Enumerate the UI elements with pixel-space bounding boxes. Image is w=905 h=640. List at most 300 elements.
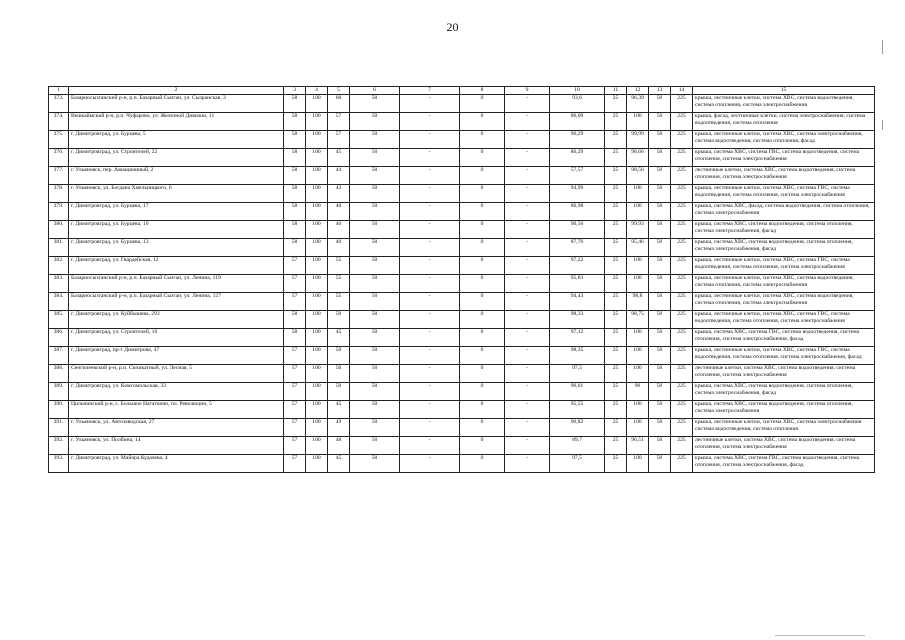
- table-cell-col-3: 58: [284, 239, 306, 257]
- table-cell-col-11: 25: [605, 221, 627, 239]
- table-cell-col-13: 50: [649, 95, 671, 113]
- table-cell-col-8: 0: [460, 275, 505, 293]
- table-cell-col-13: 50: [649, 455, 671, 473]
- table-cell-col-9: -: [505, 95, 550, 113]
- table-cell-col-7: -: [400, 437, 460, 455]
- table-cell-col-4: 100: [306, 455, 328, 473]
- table-cell-col-9: -: [505, 329, 550, 347]
- table-cell-col-6: 50: [350, 257, 400, 275]
- table-cell-col-10: 96,29: [550, 131, 605, 149]
- table-cell-col-8: 0: [460, 257, 505, 275]
- table-cell-col-8: 0: [460, 113, 505, 131]
- table-cell-col-8: 0: [460, 311, 505, 329]
- table-cell-col-6: 50: [350, 329, 400, 347]
- table-cell-col-5: 50: [328, 365, 350, 383]
- table-cell-col-10: 90,82: [550, 419, 605, 437]
- table-cell-col-8: 0: [460, 239, 505, 257]
- column-header-9: 9: [505, 87, 550, 95]
- table-cell-col-14: 225: [671, 401, 693, 419]
- table-cell-col-6: 50: [350, 437, 400, 455]
- table-cell-col-6: 50: [350, 221, 400, 239]
- table-cell-col-6: 50: [350, 383, 400, 401]
- table-cell-col-2: г. Димитровград, ул. Комсомольская, 33: [69, 383, 284, 401]
- table-row: [49, 347, 875, 365]
- column-header-11: 11: [605, 87, 627, 95]
- table-cell-col-3: 58: [284, 203, 306, 221]
- table-cell-col-1: 383.: [49, 275, 69, 293]
- table-cell-col-6: 50: [350, 203, 400, 221]
- column-header-10: 10: [550, 87, 605, 95]
- table-cell-col-13: 50: [649, 347, 671, 365]
- table-cell-col-13: 50: [649, 149, 671, 167]
- table-cell-col-5: 45: [328, 455, 350, 473]
- table-cell-col-2: г. Димитровград, ул. Строителей, 22: [69, 149, 284, 167]
- table-cell-col-9: -: [505, 365, 550, 383]
- table-cell-col-6: 50: [350, 419, 400, 437]
- table-cell-col-3: 58: [284, 329, 306, 347]
- table-cell-col-9: -: [505, 347, 550, 365]
- table-cell-col-15: крыша, система ХВС, система ГВС, система водоотведения, система отопления, система электроснабжения, фасад: [693, 455, 875, 473]
- table-cell-col-14: 225: [671, 437, 693, 455]
- table-cell-col-1: 382.: [49, 257, 69, 275]
- table-cell-col-14: 225: [671, 203, 693, 221]
- table-cell-col-9: -: [505, 257, 550, 275]
- table-cell-col-6: 50: [350, 113, 400, 131]
- table-cell-col-8: 0: [460, 185, 505, 203]
- table-cell-col-8: 0: [460, 203, 505, 221]
- table-cell-col-7: -: [400, 455, 460, 473]
- table-cell-col-6: 50: [350, 275, 400, 293]
- table-cell-col-14: 225: [671, 95, 693, 113]
- table-cell-col-13: 50: [649, 311, 671, 329]
- table-body: [49, 95, 875, 473]
- table-cell-col-4: 100: [306, 239, 328, 257]
- table-row: [49, 365, 875, 383]
- table-row: [49, 293, 875, 311]
- table-cell-col-15: крыша, система ХВС, система водоотведения, система отопления, система электроснабжения, фасад: [693, 221, 875, 239]
- table-cell-col-7: -: [400, 239, 460, 257]
- table-cell-col-14: 225: [671, 149, 693, 167]
- table-cell-col-9: -: [505, 185, 550, 203]
- column-header-1: 1: [49, 87, 69, 95]
- table-cell-col-9: -: [505, 167, 550, 185]
- table-cell-col-4: 100: [306, 185, 328, 203]
- table-cell-col-11: 25: [605, 167, 627, 185]
- table-row: [49, 167, 875, 185]
- table-cell-col-1: 392.: [49, 437, 69, 455]
- table-cell-col-2: г. Димитровград, ул. Майора Кудачева, 4: [69, 455, 284, 473]
- table-cell-col-9: -: [505, 419, 550, 437]
- table-cell-col-10: 96,01: [550, 383, 605, 401]
- table-cell-col-13: 50: [649, 437, 671, 455]
- table-cell-col-8: 0: [460, 419, 505, 437]
- table-cell-col-6: 50: [350, 149, 400, 167]
- table-cell-col-14: 225: [671, 311, 693, 329]
- table-cell-col-3: 57: [284, 455, 306, 473]
- table-cell-col-4: 100: [306, 437, 328, 455]
- table-cell-col-1: 376.: [49, 149, 69, 167]
- table-cell-col-8: 0: [460, 401, 505, 419]
- header-row: [49, 87, 875, 95]
- table-cell-col-12: 99,99: [627, 131, 649, 149]
- table-cell-col-12: 100: [627, 401, 649, 419]
- table-cell-col-7: -: [400, 203, 460, 221]
- table-cell-col-3: 58: [284, 131, 306, 149]
- table-cell-col-3: 57: [284, 257, 306, 275]
- table-cell-col-13: 50: [649, 239, 671, 257]
- table-cell-col-10: 97,5: [550, 365, 605, 383]
- table-cell-col-10: 98,35: [550, 347, 605, 365]
- table-cell-col-14: 225: [671, 221, 693, 239]
- table-cell-col-11: 25: [605, 149, 627, 167]
- table-cell-col-11: 25: [605, 365, 627, 383]
- table-row: [49, 275, 875, 293]
- table-row: [49, 401, 875, 419]
- table-cell-col-14: 225: [671, 185, 693, 203]
- footer-line: [775, 635, 865, 636]
- table-cell-col-15: крыша, лестничные клетки, система ХВС, система ГВС, система водоотведения, система отопления, система электроснабжения: [693, 257, 875, 275]
- table-cell-col-7: -: [400, 149, 460, 167]
- table-cell-col-10: 97,5: [550, 455, 605, 473]
- table-cell-col-15: крыша, лестничные клетки, система ХВС, система водоотведения, система отопления, система электроснабжения: [693, 293, 875, 311]
- table-cell-col-12: 100: [627, 257, 649, 275]
- table-cell-col-14: 225: [671, 383, 693, 401]
- table-cell-col-4: 100: [306, 203, 328, 221]
- table-cell-col-2: г. Димитровград, ул. Бурцева, 10: [69, 221, 284, 239]
- table-cell-col-8: 0: [460, 95, 505, 113]
- table-cell-col-12: 100: [627, 347, 649, 365]
- table-cell-col-9: -: [505, 149, 550, 167]
- table-cell-col-11: 25: [605, 329, 627, 347]
- table-cell-col-4: 100: [306, 347, 328, 365]
- table-cell-col-15: лестничные клетки, система ХВС, система водоотведения, система отопления, система электроснабжения: [693, 167, 875, 185]
- table-cell-col-13: 50: [649, 293, 671, 311]
- table-cell-col-8: 0: [460, 455, 505, 473]
- table-cell-col-2: г. Димитровград, ул. Строителей, 16: [69, 329, 284, 347]
- table-cell-col-10: 93,6: [550, 95, 605, 113]
- table-row: [49, 437, 875, 455]
- table-cell-col-7: -: [400, 113, 460, 131]
- table-cell-col-12: 100: [627, 455, 649, 473]
- table-cell-col-11: 25: [605, 419, 627, 437]
- table-cell-col-13: 50: [649, 185, 671, 203]
- table-cell-col-8: 0: [460, 329, 505, 347]
- table-cell-col-3: 58: [284, 149, 306, 167]
- column-header-15: 15: [693, 87, 875, 95]
- table-cell-col-12: 98,56: [627, 167, 649, 185]
- table-cell-col-7: -: [400, 347, 460, 365]
- table-cell-col-2: г. Димитровград, ул. Бурцева, 17: [69, 203, 284, 221]
- table-cell-col-1: 374.: [49, 113, 69, 131]
- table-cell-col-15: крыша, лестничные клетки, система ХВС, система ГВС, система водоотведения, система отопления, система электроснабжения, фасад: [693, 347, 875, 365]
- table-cell-col-2: Цильнинский р-н, с. Большое Нагаткино, пл. Революции, 5: [69, 401, 284, 419]
- table-cell-col-2: г. Ульяновск, ул. Богдана Хмельницкого, 6: [69, 185, 284, 203]
- table-cell-col-9: -: [505, 311, 550, 329]
- table-cell-col-10: 95,55: [550, 401, 605, 419]
- table-cell-col-15: крыша, система ХВС, фасад, система водоотведения, система отопления, система электроснабжения: [693, 203, 875, 221]
- table-cell-col-14: 225: [671, 419, 693, 437]
- table-cell-col-7: -: [400, 167, 460, 185]
- column-header-2: 2: [69, 87, 284, 95]
- table-row: [49, 113, 875, 131]
- table-cell-col-2: Сенгилеевский р-н, р.п. Силикатный, ул. Лесная, 5: [69, 365, 284, 383]
- column-header-13: 13: [649, 87, 671, 95]
- table-cell-col-11: 25: [605, 383, 627, 401]
- table-cell-col-4: 100: [306, 311, 328, 329]
- table-cell-col-14: 225: [671, 131, 693, 149]
- table-cell-col-12: 100: [627, 203, 649, 221]
- table-cell-col-12: 98,75: [627, 311, 649, 329]
- table-row: [49, 455, 875, 473]
- table-cell-col-13: 50: [649, 275, 671, 293]
- table-cell-col-6: 50: [350, 239, 400, 257]
- table-cell-col-12: 98,8: [627, 293, 649, 311]
- column-header-12: 12: [627, 87, 649, 95]
- table-cell-col-5: 49: [328, 419, 350, 437]
- table-cell-col-12: 100: [627, 185, 649, 203]
- table-cell-col-5: 44: [328, 167, 350, 185]
- table-row: [49, 221, 875, 239]
- table-cell-col-5: 57: [328, 113, 350, 131]
- table-cell-col-1: 391.: [49, 419, 69, 437]
- table-cell-col-7: -: [400, 257, 460, 275]
- table-cell-col-7: -: [400, 383, 460, 401]
- table-cell-col-13: 50: [649, 131, 671, 149]
- table-cell-col-5: 40: [328, 239, 350, 257]
- table-cell-col-8: 0: [460, 437, 505, 455]
- table-cell-col-6: 50: [350, 365, 400, 383]
- table-cell-col-2: г. Димитровград, ул. Гвардейская, 12: [69, 257, 284, 275]
- table-cell-col-5: 43: [328, 185, 350, 203]
- table-cell-col-2: г. Димитровград, ул. Бурцева, 13: [69, 239, 284, 257]
- table-cell-col-3: 57: [284, 437, 306, 455]
- table-cell-col-12: 98,66: [627, 149, 649, 167]
- table-row: [49, 311, 875, 329]
- table-cell-col-11: 25: [605, 257, 627, 275]
- table-cell-col-5: 48: [328, 437, 350, 455]
- table-cell-col-7: -: [400, 131, 460, 149]
- table-cell-col-11: 25: [605, 113, 627, 131]
- table-cell-col-1: 388.: [49, 365, 69, 383]
- table-cell-col-3: 58: [284, 185, 306, 203]
- table-cell-col-6: 50: [350, 293, 400, 311]
- table-cell-col-14: 225: [671, 113, 693, 131]
- table-cell-col-9: -: [505, 203, 550, 221]
- table-cell-col-11: 25: [605, 239, 627, 257]
- table-cell-col-12: 96,39: [627, 95, 649, 113]
- table-cell-col-11: 25: [605, 131, 627, 149]
- table-cell-col-15: крыша, система ХВС, система водоотведения, система отопления, система электроснабжения: [693, 401, 875, 419]
- table-cell-col-15: крыша, система ХВС, система ГВС, система водоотведения, система отопления, система электроснабжения, фасад: [693, 329, 875, 347]
- table-cell-col-6: 50: [350, 95, 400, 113]
- table-cell-col-4: 100: [306, 383, 328, 401]
- table-cell-col-4: 100: [306, 221, 328, 239]
- table-cell-col-3: 58: [284, 113, 306, 131]
- table-cell-col-12: 100: [627, 365, 649, 383]
- table-cell-col-6: 50: [350, 185, 400, 203]
- column-header-7: 7: [400, 87, 460, 95]
- table-cell-col-3: 57: [284, 275, 306, 293]
- table-cell-col-13: 50: [649, 383, 671, 401]
- table-cell-col-7: -: [400, 329, 460, 347]
- table-cell-col-4: 100: [306, 257, 328, 275]
- table-cell-col-7: -: [400, 311, 460, 329]
- table-cell-col-13: 50: [649, 419, 671, 437]
- table-cell-col-14: 225: [671, 329, 693, 347]
- table-cell-col-12: 100: [627, 329, 649, 347]
- table-cell-col-15: крыша, лестничные клетки, система ХВС, система ГВС, система водоотведения, система отопления, система электроснабжения: [693, 311, 875, 329]
- table-cell-col-10: 98,33: [550, 311, 605, 329]
- table-cell-col-1: 387.: [49, 347, 69, 365]
- table-cell-col-4: 100: [306, 149, 328, 167]
- table-cell-col-1: 381.: [49, 239, 69, 257]
- table-header: [49, 87, 875, 95]
- column-header-4: 4: [306, 87, 328, 95]
- table-cell-col-7: -: [400, 185, 460, 203]
- table-cell-col-4: 100: [306, 113, 328, 131]
- table-cell-col-8: 0: [460, 383, 505, 401]
- table-cell-col-9: -: [505, 401, 550, 419]
- table-cell-col-6: 50: [350, 131, 400, 149]
- table-cell-col-1: 384.: [49, 293, 69, 311]
- table-cell-col-1: 379.: [49, 203, 69, 221]
- table-cell-col-14: 225: [671, 257, 693, 275]
- table-row: [49, 131, 875, 149]
- table-cell-col-10: 57,57: [550, 167, 605, 185]
- table-cell-col-7: -: [400, 275, 460, 293]
- table-cell-col-15: крыша, система ХВС, система ГВС, система водоотведения, система отопления, система электроснабжения: [693, 149, 875, 167]
- table-row: [49, 149, 875, 167]
- table-cell-col-11: 25: [605, 401, 627, 419]
- table-cell-col-10: 86,98: [550, 203, 605, 221]
- table-cell-col-9: -: [505, 383, 550, 401]
- table-cell-col-4: 100: [306, 419, 328, 437]
- table-cell-col-4: 100: [306, 365, 328, 383]
- table-cell-col-4: 100: [306, 293, 328, 311]
- table-cell-col-3: 57: [284, 401, 306, 419]
- table-cell-col-4: 100: [306, 95, 328, 113]
- table-cell-col-5: 60: [328, 95, 350, 113]
- table-cell-col-11: 25: [605, 185, 627, 203]
- table-cell-col-2: г. Димитровград, ул. Бурцева, 5: [69, 131, 284, 149]
- table-cell-col-5: 57: [328, 131, 350, 149]
- table-cell-col-9: -: [505, 455, 550, 473]
- table-cell-col-14: 225: [671, 275, 693, 293]
- table-cell-col-10: 86,09: [550, 113, 605, 131]
- table-cell-col-6: 50: [350, 167, 400, 185]
- table-row: [49, 329, 875, 347]
- table-row: [49, 185, 875, 203]
- table-cell-col-14: 225: [671, 239, 693, 257]
- table-cell-col-12: 99,93: [627, 221, 649, 239]
- table-cell-col-7: -: [400, 95, 460, 113]
- table-cell-col-8: 0: [460, 221, 505, 239]
- table-cell-col-12: 96,51: [627, 437, 649, 455]
- table-cell-col-11: 25: [605, 311, 627, 329]
- table-cell-col-10: 97,12: [550, 329, 605, 347]
- table-cell-col-11: 25: [605, 275, 627, 293]
- table-cell-col-1: 389.: [49, 383, 69, 401]
- table-cell-col-2: г. Ульяновск, ул. Автозаводская, 27: [69, 419, 284, 437]
- table-cell-col-11: 25: [605, 95, 627, 113]
- table-cell-col-12: 100: [627, 275, 649, 293]
- column-header-6: 6: [350, 87, 400, 95]
- table-cell-col-13: 50: [649, 113, 671, 131]
- table-cell-col-3: 57: [284, 419, 306, 437]
- table-cell-col-9: -: [505, 437, 550, 455]
- table-cell-col-8: 0: [460, 149, 505, 167]
- table-cell-col-10: 86,29: [550, 149, 605, 167]
- table-cell-col-5: 50: [328, 383, 350, 401]
- table-row: [49, 203, 875, 221]
- table-cell-col-4: 100: [306, 167, 328, 185]
- table-row: [49, 95, 875, 113]
- table-cell-col-12: 96: [627, 383, 649, 401]
- table-cell-col-15: крыша, лестничные клетки, система ХВС, система ГВС, система водоотведения, система отопления, система электроснабжения: [693, 185, 875, 203]
- table-cell-col-2: Базарносызганский р-н, р.п. Базарный Сызган, ул. Ленина, 127: [69, 293, 284, 311]
- margin-mark: [882, 120, 883, 130]
- table-cell-col-15: крыша, лестничные клетки, система ХВС, система водоотведения, система отопления, система электроснабжения: [693, 275, 875, 293]
- table-cell-col-3: 57: [284, 383, 306, 401]
- table-cell-col-2: Вешкаймский р-н, р.п. Чуфарово, ул. Железной Дивизии, 11: [69, 113, 284, 131]
- table-cell-col-5: 50: [328, 311, 350, 329]
- table-cell-col-5: 55: [328, 293, 350, 311]
- table-cell-col-7: -: [400, 365, 460, 383]
- table-cell-col-9: -: [505, 239, 550, 257]
- table-cell-col-2: г. Димитровград, пр-т Димитрова, 47: [69, 347, 284, 365]
- table-cell-col-7: -: [400, 401, 460, 419]
- table-cell-col-15: лестничные клетки, система ХВС, система водоотведения, система отопления, система электроснабжения: [693, 437, 875, 455]
- table-cell-col-13: 50: [649, 329, 671, 347]
- table-cell-col-3: 58: [284, 95, 306, 113]
- table-cell-col-5: 50: [328, 347, 350, 365]
- table-cell-col-1: 373.: [49, 95, 69, 113]
- table-cell-col-8: 0: [460, 365, 505, 383]
- table-cell-col-4: 100: [306, 131, 328, 149]
- table-cell-col-1: 377.: [49, 167, 69, 185]
- table-row: [49, 239, 875, 257]
- table-row: [49, 383, 875, 401]
- table-cell-col-7: -: [400, 221, 460, 239]
- table-cell-col-14: 225: [671, 293, 693, 311]
- table-cell-col-1: 390.: [49, 401, 69, 419]
- table-cell-col-5: 45: [328, 401, 350, 419]
- table-cell-col-11: 25: [605, 293, 627, 311]
- table-cell-col-10: 94,43: [550, 293, 605, 311]
- table-cell-col-12: 95,46: [627, 239, 649, 257]
- table-cell-col-15: крыша, система ХВС, система водоотведения, система отопления, система электроснабжения, фасад: [693, 239, 875, 257]
- table-cell-col-15: крыша, фасад, лестничные клетки, система электроснабжения, система водоотведения, система отопления: [693, 113, 875, 131]
- table-cell-col-13: 50: [649, 221, 671, 239]
- table-cell-col-15: лестничные клетки, система ХВС, система водоотведения, система отопления, система электроснабжения: [693, 365, 875, 383]
- table-cell-col-14: 225: [671, 167, 693, 185]
- table-cell-col-3: 57: [284, 293, 306, 311]
- table-cell-col-3: 57: [284, 365, 306, 383]
- table-cell-col-13: 50: [649, 167, 671, 185]
- table-cell-col-15: крыша, система ХВС, система водоотведения, система отопления, система электроснабжения, фасад: [693, 383, 875, 401]
- register-table: [48, 86, 875, 473]
- table-cell-col-13: 50: [649, 365, 671, 383]
- table-cell-col-9: -: [505, 113, 550, 131]
- table-cell-col-4: 100: [306, 275, 328, 293]
- table-cell-col-9: -: [505, 275, 550, 293]
- table-cell-col-5: 45: [328, 149, 350, 167]
- table-cell-col-14: 225: [671, 365, 693, 383]
- table-cell-col-12: 100: [627, 113, 649, 131]
- table-cell-col-13: 50: [649, 203, 671, 221]
- table-cell-col-9: -: [505, 293, 550, 311]
- table-cell-col-2: Базарносызганский р-н, р.п. Базарный Сызган, ул. Ленина, 119: [69, 275, 284, 293]
